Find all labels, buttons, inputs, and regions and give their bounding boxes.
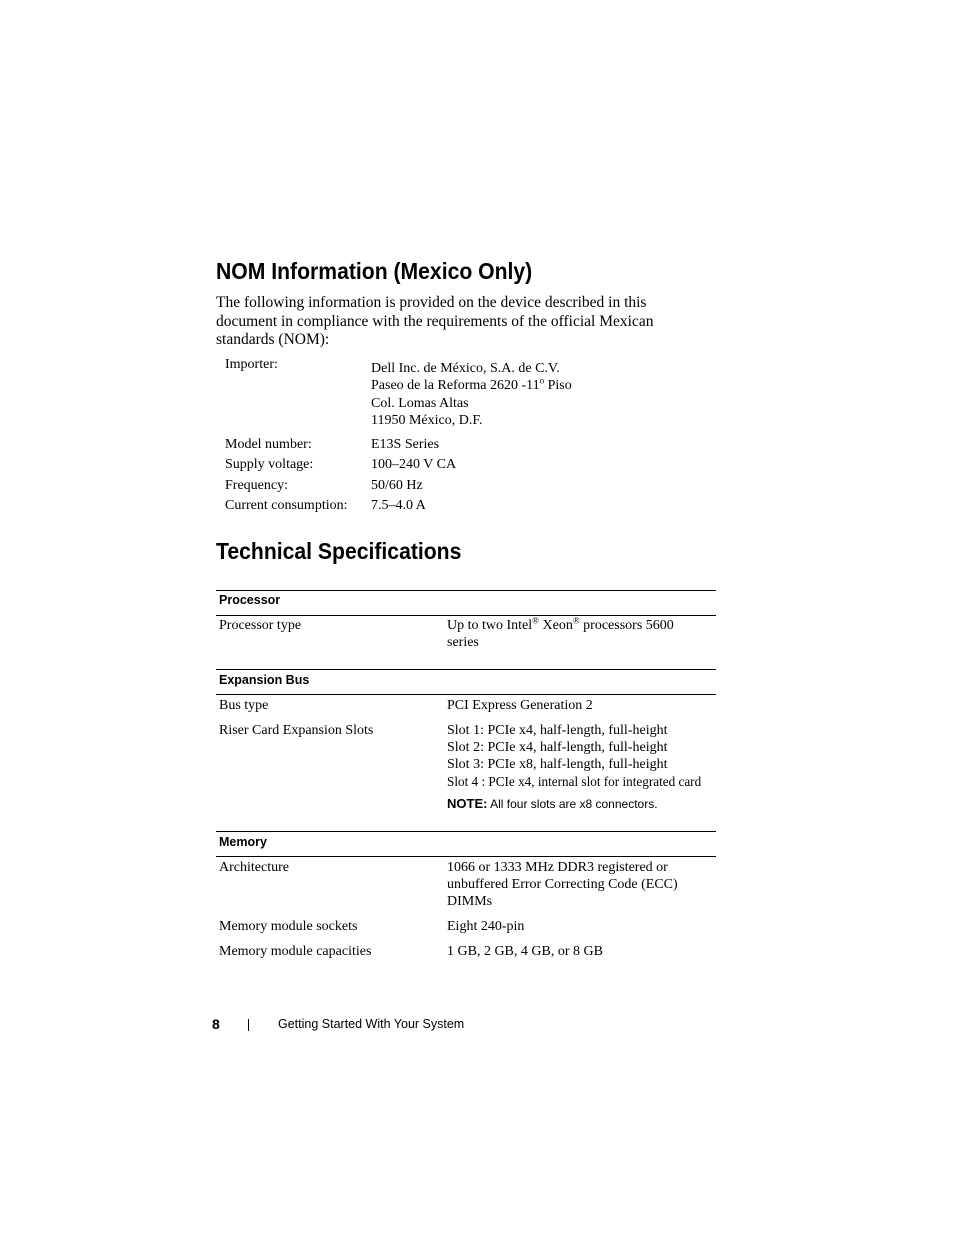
nom-heading: NOM Information (Mexico Only) [216, 258, 533, 284]
importer-line: 11950 México, D.F. [371, 412, 483, 428]
table-rule [216, 694, 716, 695]
importer-line: Col. Lomas Altas [371, 395, 469, 411]
footer-separator [248, 1019, 249, 1031]
table-rule [216, 856, 716, 857]
riser-slot-line: Slot 4 : PCIe x4, internal slot for integrated card [447, 774, 702, 789]
spec-value: PCI Express Generation 2 [447, 698, 593, 713]
spec-label: Memory module capacities [219, 944, 372, 959]
footer-title: Getting Started With Your System [278, 1017, 465, 1031]
nom-row-label: Model number: [225, 437, 312, 452]
nom-row-label: Current consumption: [225, 498, 348, 513]
section-title-processor: Processor [219, 593, 281, 607]
importer-line: Paseo de la Reforma 2620 -11$^o$ Piso [371, 375, 572, 394]
spec-value: 1066 or 1333 MHz DDR3 registered or unbuffered Error Correcting Code (ECC) DIMMs [447, 860, 678, 909]
nom-row-label: Frequency: [225, 478, 288, 493]
nom-row-value: E13S Series [371, 437, 440, 452]
riser-slot-line: Slot 1: PCIe x4, half-length, full-height [447, 723, 668, 738]
nom-row-value: 50/60 Hz [371, 478, 423, 493]
table-rule [216, 615, 716, 616]
riser-slot-line: Slot 3: PCIe x8, half-length, full-height [447, 757, 668, 772]
table-rule [216, 669, 716, 670]
importer-line: Dell Inc. de México, S.A. de C.V. [371, 361, 560, 376]
importer-label: Importer: [225, 357, 278, 372]
table-rule [216, 831, 716, 832]
nom-row-value: 100–240 V CA [371, 457, 457, 472]
table-rule [216, 590, 716, 591]
spec-value: Eight 240-pin [447, 919, 525, 934]
spec-value: Up to two Intel® Xeon® processors 5600 series [447, 615, 674, 650]
section-title-expansion-bus: Expansion Bus [219, 673, 310, 687]
note-label: NOTE: [447, 796, 488, 811]
importer-value [371, 360, 572, 429]
nom-row-value: 7.5–4.0 A [371, 498, 426, 513]
spec-value: 1 GB, 2 GB, 4 GB, or 8 GB [447, 944, 603, 959]
note [447, 796, 658, 811]
spec-label: Riser Card Expansion Slots [219, 723, 374, 738]
section-title-memory: Memory [219, 835, 267, 849]
spec-label: Processor type [219, 618, 302, 633]
spec-label: Bus type [219, 698, 269, 713]
spec-label: Architecture [219, 860, 289, 875]
tech-spec-heading: Technical Specifications [216, 538, 462, 564]
page-number: 8 [212, 1016, 220, 1032]
spec-label: Memory module sockets [219, 919, 358, 934]
riser-slot-line: Slot 2: PCIe x4, half-length, full-height [447, 740, 668, 755]
nom-row-label: Supply voltage: [225, 457, 314, 472]
spec-value [447, 722, 701, 790]
note-text: All four slots are x8 connectors. [487, 797, 658, 811]
nom-intro: The following information is provided on the device described in this document in compliance with the requirements of the official Mexican standards (NOM): [216, 294, 654, 348]
